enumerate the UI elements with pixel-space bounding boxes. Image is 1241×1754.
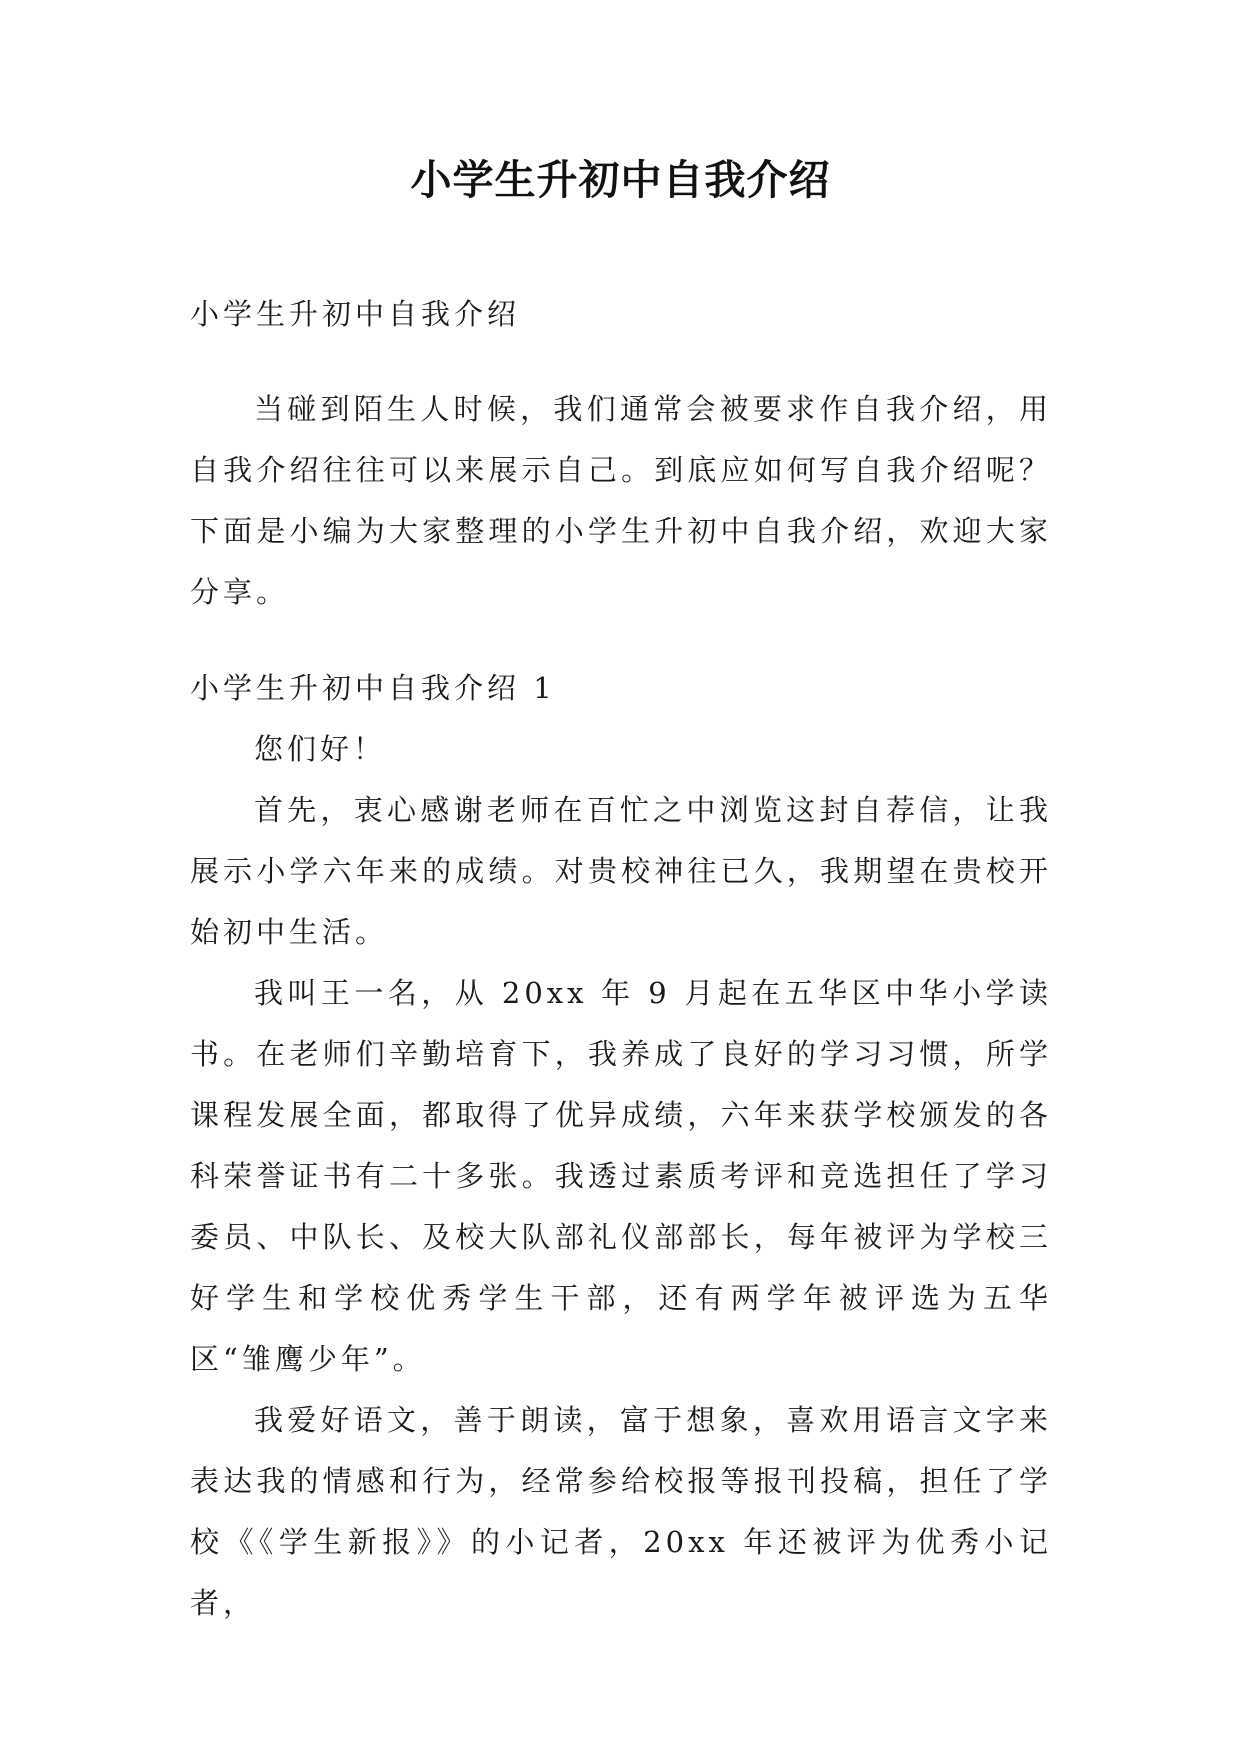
paragraph-2: 我叫王一名，从 20xx 年 9 月起在五华区中华小学读书。在老师们辛勤培育下，我养成了良好的学习习惯，所学课程发展全面，都取得了优异成绩，六年来获学校颁发的各科荣誉证书有二十多张。我透过素质考评和竞选担任了学习委员、中队长、及校大队部礼仪部部长，每年被评为学校三好学生和学校优秀学生干部，还有两学年被评选为五华区“雏鹰少年”。	[190, 976, 1052, 1376]
paragraph-3: 我爱好语文，善于朗读，富于想象，喜欢用语言文字来表达我的情感和行为，经常参给校报等报刊投稿，担任了学校《《学生新报》》的小记者，20xx 年还被评为优秀小记者，	[190, 1403, 1052, 1620]
section-heading: 小学生升初中自我介绍 1	[190, 671, 556, 705]
document-body	[190, 284, 1052, 1634]
subtitle: 小学生升初中自我介绍	[190, 297, 521, 331]
greeting: 您们好！	[254, 732, 387, 766]
paragraph-1: 首先，衷心感谢老师在百忙之中浏览这封自荐信，让我展示小学六年来的成绩。对贵校神往已久，我期望在贵校开始初中生活。	[190, 793, 1052, 949]
document-title: 小学生升初中自我介绍	[410, 156, 831, 204]
intro-paragraph: 当碰到陌生人时候，我们通常会被要求作自我介绍，用自我介绍往往可以来展示自己。到底应如何写自我介绍呢？下面是小编为大家整理的小学生升初中自我介绍，欢迎大家分享。	[190, 392, 1052, 609]
